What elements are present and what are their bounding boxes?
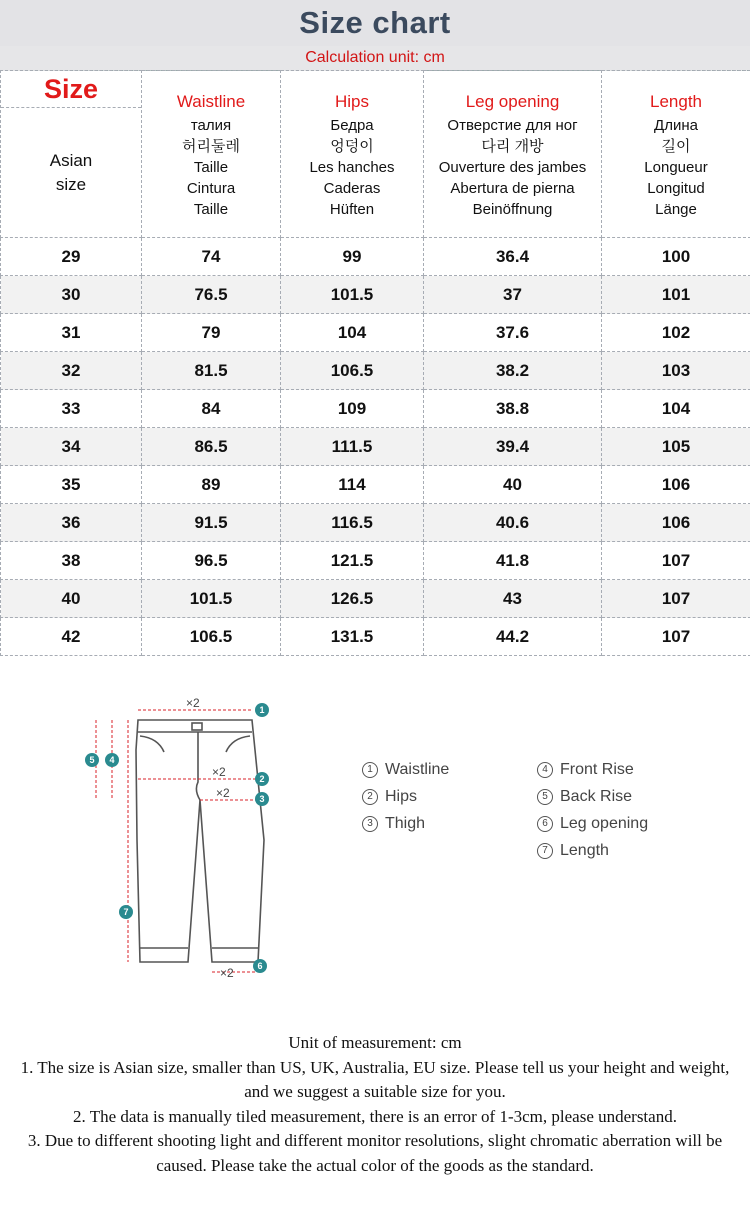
cell-hips: 104 <box>281 314 424 352</box>
cell-hips: 109 <box>281 390 424 428</box>
legend-item-leg-opening: 6 Leg opening <box>537 814 648 841</box>
svg-text:7: 7 <box>123 907 129 917</box>
column-header-length: Length Длина 길이 Longueur Longitud Länge <box>602 71 750 238</box>
note-3: 3. Due to different shooting light and different monitor resolutions, slight chromatic aberration will be caused. Please take the actual color of the goods as the standard. <box>27 1131 723 1175</box>
cell-waistline: 91.5 <box>142 504 281 542</box>
x2-thigh: ×2 <box>216 786 230 800</box>
size-label: Size <box>1 71 141 108</box>
cell-size: 33 <box>1 390 142 428</box>
pants-outline <box>136 720 264 962</box>
table-body <box>1 238 750 656</box>
svg-text:5: 5 <box>89 755 95 765</box>
legend-item-back-rise: 5 Back Rise <box>537 787 648 814</box>
table-row <box>1 428 750 466</box>
cell-length: 104 <box>602 390 750 428</box>
legend-item-length: 7 Length <box>537 841 648 868</box>
notes-unit: Unit of measurement: cm <box>288 1033 462 1052</box>
cell-leg-opening: 37.6 <box>424 314 602 352</box>
cell-waistline: 84 <box>142 390 281 428</box>
table-row <box>1 466 750 504</box>
x2-waist: ×2 <box>186 696 200 710</box>
legend-item-front-rise: 4 Front Rise <box>537 760 648 787</box>
cell-size: 34 <box>1 428 142 466</box>
cell-leg-opening: 44.2 <box>424 618 602 656</box>
size-table <box>0 70 750 656</box>
column-header-waistline: Waistline талия 허리둘레 Taille Cintura Taille <box>142 71 281 238</box>
cell-length: 102 <box>602 314 750 352</box>
pocket-left <box>140 736 164 752</box>
cell-leg-opening: 41.8 <box>424 542 602 580</box>
cell-size: 32 <box>1 352 142 390</box>
cell-length: 107 <box>602 618 750 656</box>
x2-leg-opening: ×2 <box>220 966 234 980</box>
table-row <box>1 580 750 618</box>
cell-hips: 111.5 <box>281 428 424 466</box>
cell-length: 100 <box>602 238 750 276</box>
table-row <box>1 542 750 580</box>
fly-line <box>196 732 200 800</box>
cell-length: 107 <box>602 542 750 580</box>
cell-hips: 106.5 <box>281 352 424 390</box>
cell-hips: 116.5 <box>281 504 424 542</box>
cell-length: 106 <box>602 466 750 504</box>
legend-item-hips: 2 Hips <box>362 787 449 814</box>
pants-diagram <box>80 690 280 990</box>
table-row <box>1 618 750 656</box>
cell-waistline: 81.5 <box>142 352 281 390</box>
legend-item-thigh: 3 Thigh <box>362 814 449 841</box>
cell-length: 103 <box>602 352 750 390</box>
cell-hips: 99 <box>281 238 424 276</box>
note-1: 1. The size is Asian size, smaller than US, UK, Australia, EU size. Please tell us your height and weight, and we suggest a suitable size for you. <box>20 1057 730 1102</box>
notes-section <box>10 1031 740 1179</box>
cell-leg-opening: 36.4 <box>424 238 602 276</box>
cell-leg-opening: 39.4 <box>424 428 602 466</box>
calculation-unit: Calculation unit: cm <box>0 46 750 71</box>
legend-left <box>362 760 449 841</box>
cell-length: 107 <box>602 580 750 618</box>
pocket-right <box>226 736 250 752</box>
svg-text:1: 1 <box>259 705 265 715</box>
cell-size: 38 <box>1 542 142 580</box>
cell-waistline: 86.5 <box>142 428 281 466</box>
cell-leg-opening: 38.2 <box>424 352 602 390</box>
svg-text:3: 3 <box>259 794 265 804</box>
cell-size: 40 <box>1 580 142 618</box>
x2-hips: ×2 <box>212 765 226 779</box>
note-2: 2. The data is manually tiled measurement, there is an error of 1-3cm, please understand. <box>73 1106 677 1126</box>
cell-size: 42 <box>1 618 142 656</box>
button-rect <box>192 723 202 730</box>
cell-leg-opening: 40 <box>424 466 602 504</box>
cell-hips: 131.5 <box>281 618 424 656</box>
cell-size: 35 <box>1 466 142 504</box>
cell-waistline: 74 <box>142 238 281 276</box>
table-row <box>1 504 750 542</box>
table-row <box>1 390 750 428</box>
cell-size: 36 <box>1 504 142 542</box>
cell-waistline: 89 <box>142 466 281 504</box>
cell-length: 105 <box>602 428 750 466</box>
cell-length: 106 <box>602 504 750 542</box>
cell-leg-opening: 38.8 <box>424 390 602 428</box>
cell-length: 101 <box>602 276 750 314</box>
cell-size: 30 <box>1 276 142 314</box>
cell-waistline: 79 <box>142 314 281 352</box>
cell-leg-opening: 43 <box>424 580 602 618</box>
cell-leg-opening: 40.6 <box>424 504 602 542</box>
table-header-row <box>1 71 750 238</box>
table-row <box>1 238 750 276</box>
cell-hips: 114 <box>281 466 424 504</box>
cell-waistline: 106.5 <box>142 618 281 656</box>
cell-hips: 126.5 <box>281 580 424 618</box>
cell-size: 31 <box>1 314 142 352</box>
column-header-leg-opening: Leg opening Отверстие для ног 다리 개방 Ouverture des jambes Abertura de pierna Beinöffnung <box>424 71 602 238</box>
cell-hips: 101.5 <box>281 276 424 314</box>
cell-waistline: 96.5 <box>142 542 281 580</box>
cell-waistline: 76.5 <box>142 276 281 314</box>
cell-waistline: 101.5 <box>142 580 281 618</box>
cell-hips: 121.5 <box>281 542 424 580</box>
svg-text:6: 6 <box>257 961 263 971</box>
size-header-cell <box>1 71 142 238</box>
table-row <box>1 276 750 314</box>
cell-leg-opening: 37 <box>424 276 602 314</box>
table-row <box>1 352 750 390</box>
page-title: Size chart <box>0 0 750 47</box>
table-row <box>1 314 750 352</box>
svg-text:4: 4 <box>109 755 115 765</box>
svg-text:2: 2 <box>259 774 265 784</box>
asian-size-label: Asian size <box>49 151 93 194</box>
legend-item-waistline: 1 Waistline <box>362 760 449 787</box>
cell-size: 29 <box>1 238 142 276</box>
column-header-hips: Hips Бедра 엉덩이 Les hanches Caderas Hüften <box>281 71 424 238</box>
legend-right <box>537 760 648 868</box>
